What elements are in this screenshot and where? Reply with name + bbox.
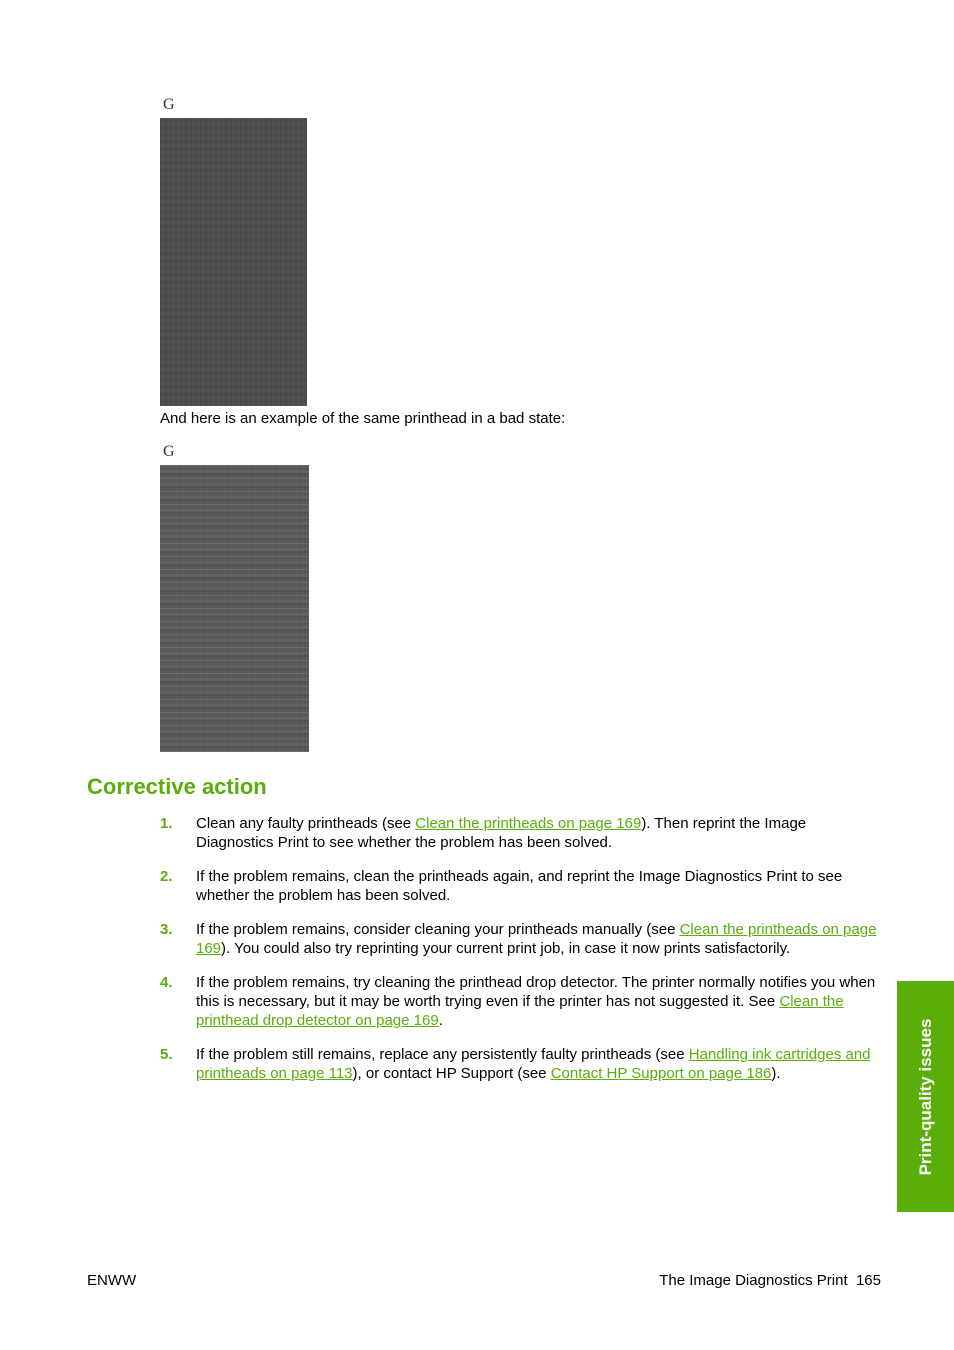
cross-reference-link[interactable]: Handling ink cartridges and printheads on page 113 [196,1046,871,1082]
step-item [0,867,954,905]
corrective-steps-list [0,814,954,1083]
step-text-segment: ), or contact HP Support (see [352,1065,551,1082]
good-sample-label: G [163,96,175,113]
step-item [0,920,954,958]
cross-reference-link[interactable]: Clean the printheads on page 169 [196,921,877,957]
step-text-segment: If the problem remains, consider cleaning your printheads manually (see [196,921,680,938]
step-text-segment: Clean any faulty printheads (see [196,815,416,832]
step-number: 2. [160,868,173,885]
cross-reference-link[interactable]: Clean the printhead drop detector on page 169 [196,993,844,1029]
good-printhead-sample-image [160,118,307,406]
step-text [196,867,886,905]
step-item [0,1045,954,1083]
step-number: 1. [160,815,173,832]
side-chapter-tab [897,981,954,1212]
step-number: 4. [160,974,173,991]
step-number: 3. [160,921,173,938]
step-item [0,973,954,1030]
cross-reference-link[interactable]: Clean the printheads on page 169 [415,815,642,832]
footer-right: The Image Diagnostics Print 165 [659,1272,881,1289]
step-item [0,814,954,852]
step-text-segment: ). Then reprint the Image Diagnostics Print to see whether the problem has been solved. [196,815,807,851]
bad-printhead-sample-image [160,465,309,752]
step-text [196,814,886,852]
step-text-segment: If the problem still remains, replace any persistently faulty printheads (see [196,1046,689,1063]
step-text [196,920,886,958]
step-text-segment: ). [771,1065,781,1082]
footer-left: ENWW [87,1272,137,1289]
section-title: Corrective action [87,774,267,799]
step-text-segment: . [438,1012,443,1029]
side-tab-label: Print-quality issues [915,1018,935,1175]
step-text-segment: If the problem remains, clean the printheads again, and reprint the Image Diagnostics Print to see whether the problem has been solved. [196,868,843,904]
cross-reference-link[interactable]: Contact HP Support on page 186 [550,1065,772,1082]
step-text-segment: ). You could also try reprinting your current print job, in case it now prints satisfactorily. [221,940,791,957]
step-text-segment: If the problem remains, try cleaning the printhead drop detector. The printer normally notifies you when this is necessary, but it may be worth trying even if the printer has not suggested it. See [196,974,876,1010]
step-text [196,973,886,1030]
step-number: 5. [160,1046,173,1063]
step-text [196,1045,886,1083]
bad-state-caption: And here is an example of the same printhead in a bad state: [160,410,566,427]
bad-sample-label: G [163,443,175,460]
